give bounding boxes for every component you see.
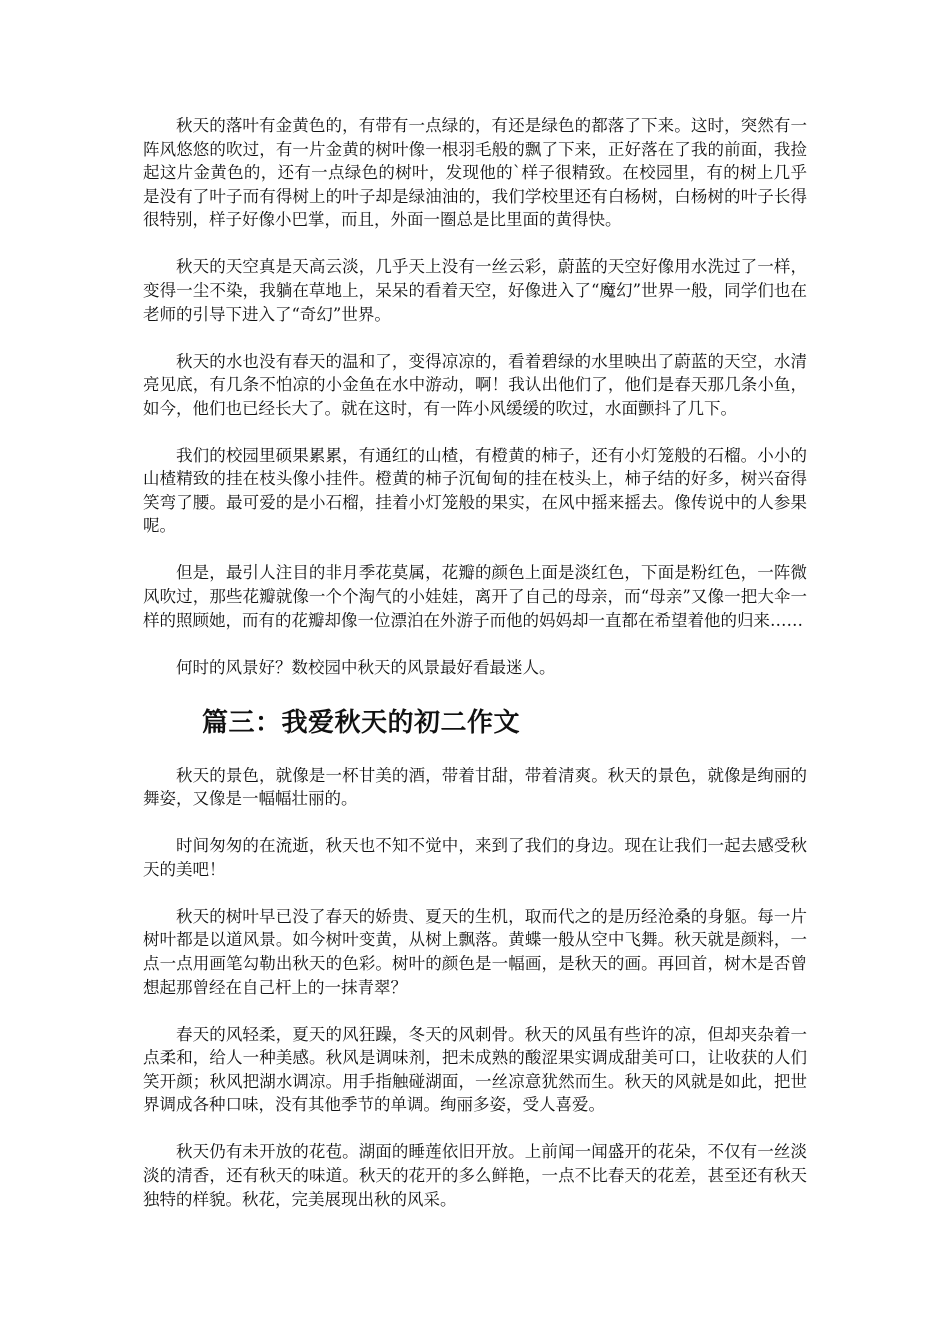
document-page [143,114,807,1234]
paragraph-autumn-scenery: 秋天的景色，就像是一杯甘美的酒，带着甘甜，带着清爽。秋天的景色，就像是绚丽的舞姿，又像是一幅幅壮丽的。 [143,765,807,809]
essay-section-three [143,764,807,1211]
paragraph-harvest-fruits: 我们的校园里硕果累累，有通红的山楂，有橙黄的柿子，还有小灯笼般的石榴。小小的山楂精致的挂在枝头像小挂件。橙黄的柿子沉甸甸的挂在枝头上，柿子结的好多，树兴奋得笑弯了腰。最可爱的是小石榴，挂着小灯笼般的果实，在风中摇来摇去。像传说中的人参果呢。 [143,445,807,536]
paragraph-autumn-leaves: 秋天的树叶早已没了春天的娇贵、夏天的生机，取而代之的是历经沧桑的身躯。每一片树叶都是以道风景。如今树叶变黄，从树上飘落。黄蝶一般从空中飞舞。秋天就是颜料，一点一点用画笔勾勒出秋天的色彩。树叶的颜色是一幅画，是秋天的画。再回首，树木是否曾想起那曾经在自己杆上的一抹青翠？ [143,906,807,997]
paragraph-autumn-flowers: 秋天仍有未开放的花苞。湖面的睡莲依旧开放。上前闻一闻盛开的花朵，不仅有一丝淡淡的清香，还有秋天的味道。秋天的花开的多么鲜艳，一点不比春天的花差，甚至还有秋天独特的样貌。秋花，完美展现出秋的风采。 [143,1142,807,1209]
paragraph-falling-leaves: 秋天的落叶有金黄色的，有带有一点绿的，有还是绿色的都落了下来。这时，突然有一阵风悠悠的吹过，有一片金黄的树叶像一根羽毛般的飘了下来，正好落在了我的前面，我捡起这片金黄色的，还有一点绿色的树叶，发现他的`样子很精致。在校园里，有的树上几乎是没有了叶子而有得树上的叶子却是绿油油的，我们学校里还有白杨树，白杨树的叶子长得很特别，样子好像小巴掌，而且，外面一圈总是比里面的黄得快。 [143,116,807,230]
essay-section-two-continued [143,114,807,679]
paragraph-autumn-wind: 春天的风轻柔，夏天的风狂躁，冬天的风刺骨。秋天的风虽有些许的凉，但却夹杂着一点柔和，给人一种美感。秋风是调味剂，把未成熟的酸涩果实调成甜美可口，让收获的人们笑开颜；秋风把湖水调凉。用手指触碰湖面，一丝凉意犹然而生。秋天的风就是如此，把世界调成各种口味，没有其他季节的单调。绚丽多姿，受人喜爱。 [143,1024,807,1115]
paragraph-autumn-water: 秋天的水也没有春天的温和了，变得凉凉的，看着碧绿的水里映出了蔚蓝的天空，水清亮见底，有几条不怕凉的小金鱼在水中游动，啊！我认出他们了，他们是春天那几条小鱼，如今，他们也已经长大了。就在这时，有一阵小风缓缓的吹过，水面颤抖了几下。 [143,351,807,418]
paragraph-chinese-rose: 但是，最引人注目的非月季花莫属，花瓣的颜色上面是淡红色，下面是粉红色，一阵微风吹过，那些花瓣就像一个个淘气的小娃娃，离开了自己的母亲，而“母亲”又像一把大伞一样的照顾她，而有的花瓣却像一位漂泊在外游子而他的妈妈却一直都在希望着他的归来…… [143,563,807,630]
essay-three-title: 篇三：我爱秋天的初二作文 [202,707,521,738]
paragraph-autumn-sky: 秋天的天空真是天高云淡，几乎天上没有一丝云彩，蔚蓝的天空好像用水洗过了一样，变得一尘不染，我躺在草地上，呆呆的看着天空，好像进入了“魔幻”世界一般，同学们也在老师的引导下进入了“奇幻”世界。 [143,257,807,324]
paragraph-time-passing: 时间匆匆的在流逝，秋天也不知不觉中，来到了我们的身边。现在让我们一起去感受秋天的美吧！ [143,836,807,879]
paragraph-best-scenery: 何时的风景好？数校园中秋天的风景最好看最迷人。 [176,657,556,677]
